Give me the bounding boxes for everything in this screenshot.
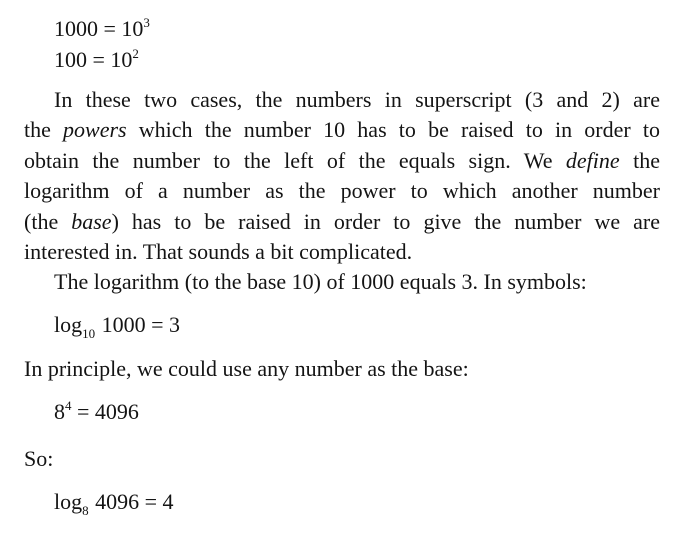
log-base: 8 (82, 503, 89, 518)
paragraph-line: (the base) has to be raised in order to give the number we are (24, 208, 661, 234)
equation-100-power (54, 47, 139, 73)
exponent: 4 (65, 398, 72, 413)
equation-log10: $\log_{10} 1000 = 3$ (54, 312, 181, 341)
paragraph-log-statement: The logarithm (to the base 10) of 1000 equals 3. In symbols: (54, 269, 587, 295)
paragraph-line: interested in. That sounds a bit complicated. (24, 238, 413, 264)
emphasis-powers: powers (63, 117, 127, 143)
exponent: 3 (143, 15, 150, 30)
equation-1000-power (54, 16, 150, 42)
so-label: So: (24, 446, 54, 471)
paragraph-line: In these two cases, the numbers in superscript (3 and 2) are (54, 87, 660, 112)
emphasis-define: define (565, 147, 620, 173)
equation-text: 100 = 10 (54, 47, 133, 72)
paragraph-line: logarithm of a number as the power to which another number (24, 178, 660, 204)
equation-log8: $\log_8 4096 = 4$ (54, 489, 174, 518)
paragraph-powers-definition (24, 85, 660, 298)
emphasis-base: base (71, 208, 112, 234)
equation-8-power: $8^4 = 4096$ (54, 398, 139, 424)
log-base: 10 (82, 326, 96, 341)
paragraph-line: obtain the number to the left of the equals sign. We define the (24, 147, 660, 173)
equation-text: 1000 = 10 (54, 16, 144, 41)
principle-sentence: In principle, we could use any number as the base: (24, 356, 469, 381)
paragraph-line: the powers which the number 10 has to be raised to in order to (24, 117, 660, 143)
exponent: 2 (132, 46, 139, 61)
